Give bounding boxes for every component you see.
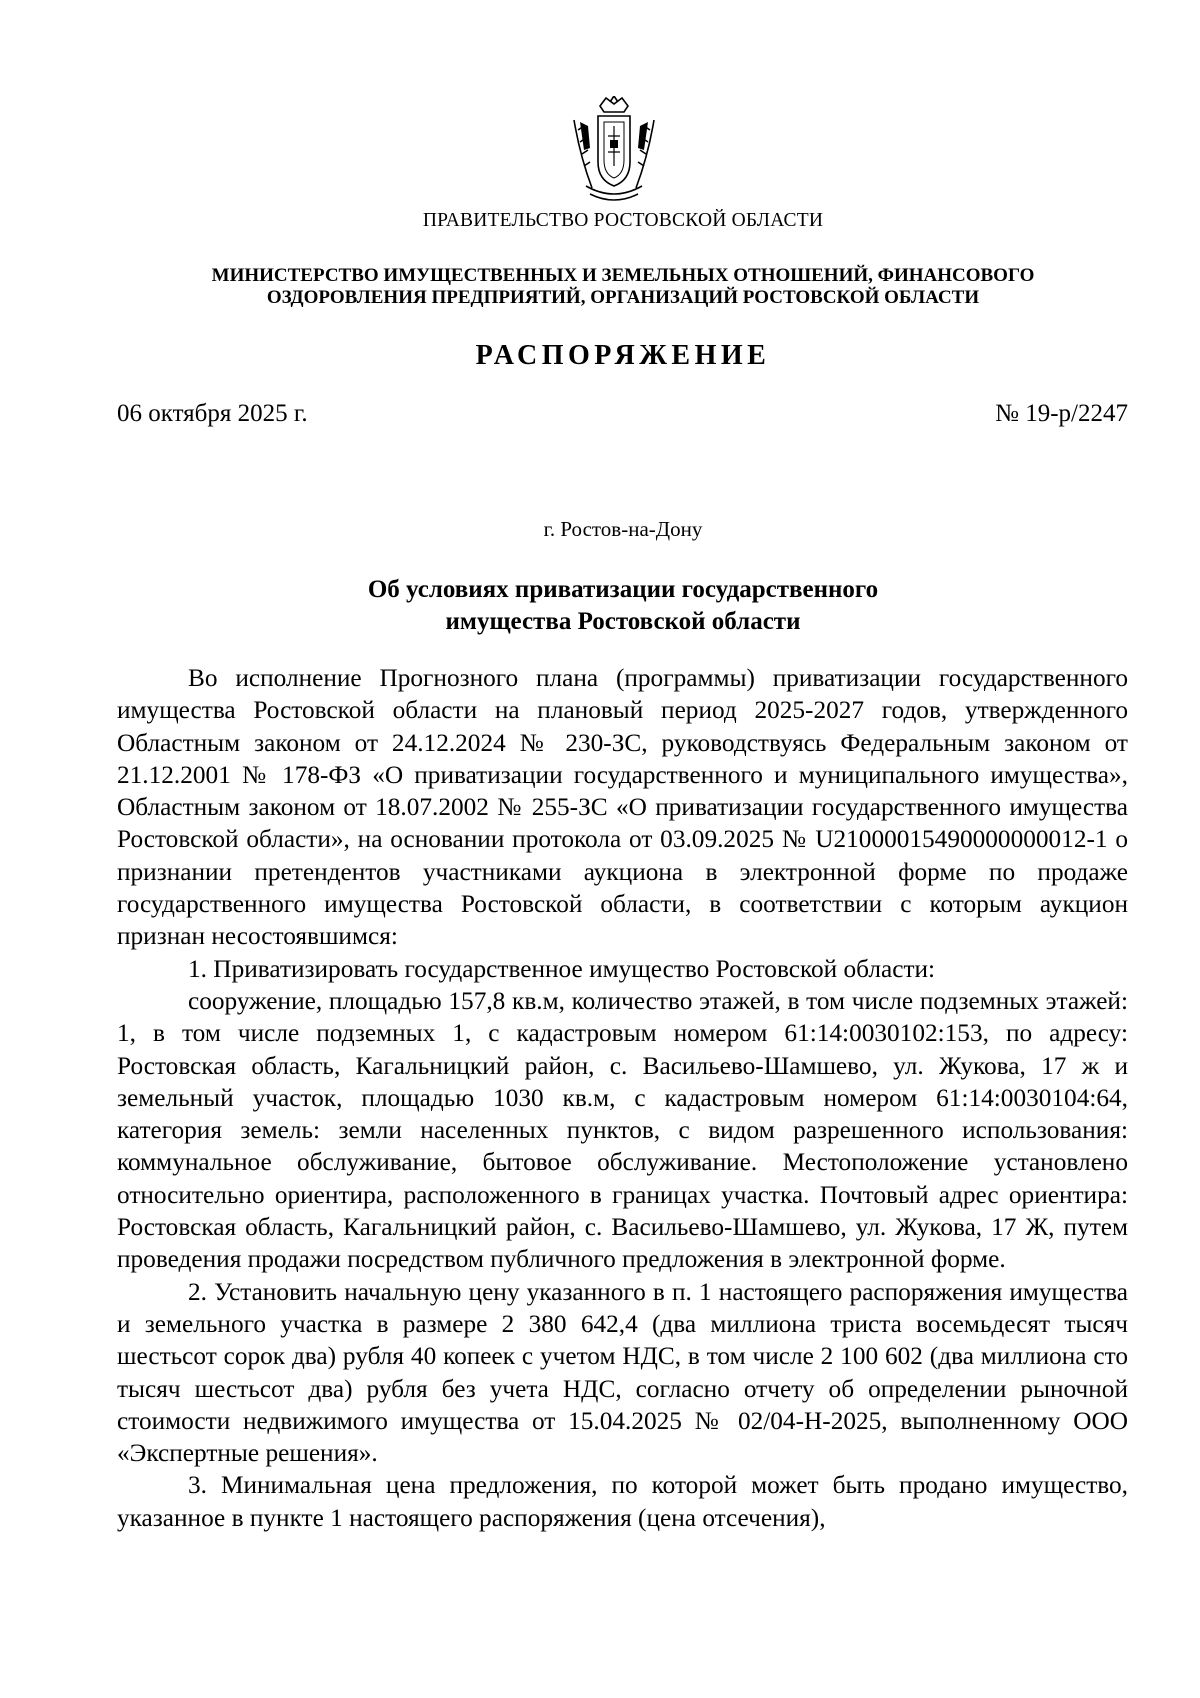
government-name: ПРАВИТЕЛЬСТВО РОСТОВСКОЙ ОБЛАСТИ	[422, 210, 824, 231]
item-3-paragraph: 3. Минимальная цена предложения, по которой может быть продано имущество, указанное в пункте 1 настоящего распоряжения (цена отсечения),	[117, 1471, 1128, 1532]
ministry-line-1: МИНИСТЕРСТВО ИМУЩЕСТВЕННЫХ И ЗЕМЕЛЬНЫХ ОТНОШЕНИЙ, ФИНАНСОВОГО	[211, 265, 1035, 286]
document-title	[0, 574, 1200, 638]
item-1-details-paragraph: сооружение, площадью 157,8 кв.м, количество этажей, в том числе подземных этажей: 1, в том числе подземных 1, с кадастровым номером 61:14:0030102:153, по адресу: Ростовская область, Кагальницкий район, с. Васильево-Шамшево, ул. Жукова, 17 ж и земельный участок, площадью 1030 кв.м, с кадастровым номером 61:14:0030104:64, категория земель: земли населенных пунктов, с видом разрешенного использования: коммунальное обслуживание, бытовое обслуживание. Местоположение установлено относительно ориентира, расположенного в границах участка. Почтовый адрес ориентира: Ростовская область, Кагальницкий район, с. Васильево-Шамшево, ул. Жукова, 17 Ж, путем проведения продажи посредством публичного предложения в электронной форме.	[117, 986, 1128, 1274]
coat-of-arms-emblem	[570, 96, 658, 208]
ministry-name	[0, 265, 1200, 309]
title-line-1: Об условиях приватизации государственного	[367, 576, 879, 603]
title-line-2: имущества Ростовской области	[445, 608, 801, 635]
document-number: № 19-р/2247	[995, 400, 1128, 427]
item-1-paragraph: 1. Приватизировать государственное имущество Ростовской области:	[188, 954, 936, 983]
item-2-paragraph: 2. Установить начальную цену указанного в п. 1 настоящего распоряжения имущества и земельного участка в размере 2 380 642,4 (два миллиона триста восемьдесят тысяч шестьсот сорок два) рубля 40 копеек с учетом НДС, в том числе 2 100 602 (два миллиона сто тысяч шестьсот два) рубля без учета НДС, согласно отчету об определении рыночной стоимости недвижимого имущества от 15.04.2025 № 02/04-Н-2025, выполненному ООО «Экспертные решения».	[117, 1277, 1128, 1468]
preamble-paragraph: Во исполнение Прогнозного плана (программы) приватизации государственного имущества Ростовской области на плановый период 2025-2027 годов, утвержденного Областным законом от 24.12.2024 № 230-ЗС, руководствуясь Федеральным законом от 21.12.2001 № 178-ФЗ «О приватизации государственного и муниципального имущества», Областным законом от 18.07.2002 № 255-ЗС «О приватизации государственного имущества Ростовской области», на основании протокола от 03.09.2025 № U21000015490000000012-1 о признании претендентов участниками аукциона в электронной форме по продаже государственного имущества Ростовской области, в соответствии с которым аукцион признан несостоявшимся:	[117, 664, 1128, 951]
document-body	[117, 662, 1128, 1534]
document-type: РАСПОРЯЖЕНИЕ	[475, 340, 771, 371]
document-date: 06 октября 2025 г.	[117, 400, 308, 427]
ministry-line-2: ОЗДОРОВЛЕНИЯ ПРЕДПРИЯТИЙ, ОРГАНИЗАЦИЙ РОСТОВСКОЙ ОБЛАСТИ	[266, 287, 980, 308]
document-city: г. Ростов-на-Дону	[543, 517, 703, 541]
